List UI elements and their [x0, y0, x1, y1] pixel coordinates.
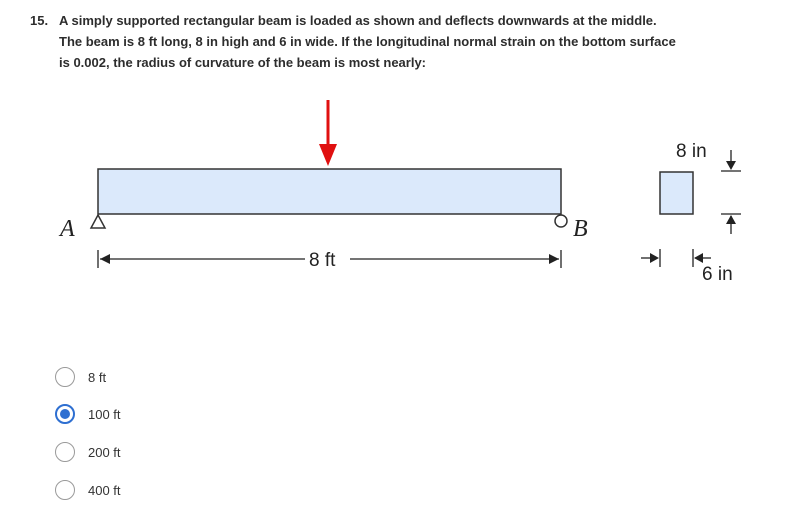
option-label: 8 ft — [88, 369, 107, 385]
pin-support-a — [91, 215, 105, 228]
support-a-label: A — [60, 216, 75, 242]
support-b-label: B — [573, 216, 588, 242]
question-line-3: is 0.002, the radius of curvature of the beam is most nearly: — [59, 55, 427, 70]
length-dimension — [98, 250, 561, 268]
option-label: 100 ft — [88, 406, 121, 422]
question-number: 15. — [30, 13, 49, 28]
question — [30, 10, 780, 73]
option-label: 200 ft — [88, 444, 121, 460]
radio-button[interactable] — [55, 442, 75, 462]
option-8-ft[interactable] — [55, 364, 255, 390]
option-400-ft[interactable] — [55, 477, 255, 503]
radio-button-selected[interactable] — [55, 404, 75, 424]
option-200-ft[interactable] — [55, 439, 255, 465]
roller-support-b — [555, 215, 567, 227]
question-line-2: The beam is 8 ft long, 8 in high and 6 in wide. If the longitudinal normal strain on the bottom surface — [59, 34, 676, 49]
height-dimension — [721, 150, 741, 234]
option-label: 400 ft — [88, 482, 121, 498]
beam — [98, 169, 561, 214]
radio-button[interactable] — [55, 480, 75, 500]
load-arrow — [319, 100, 337, 166]
option-100-ft[interactable] — [55, 401, 255, 427]
length-label: 8 ft — [309, 250, 336, 271]
height-label: 8 in — [676, 141, 707, 162]
question-line-1: A simply supported rectangular beam is loaded as shown and deflects downwards at the middle. — [59, 13, 657, 28]
question-text — [59, 10, 780, 73]
width-dimension — [641, 249, 711, 267]
radio-button[interactable] — [55, 367, 75, 387]
cross-section — [660, 172, 693, 214]
width-label: 6 in — [702, 264, 733, 285]
